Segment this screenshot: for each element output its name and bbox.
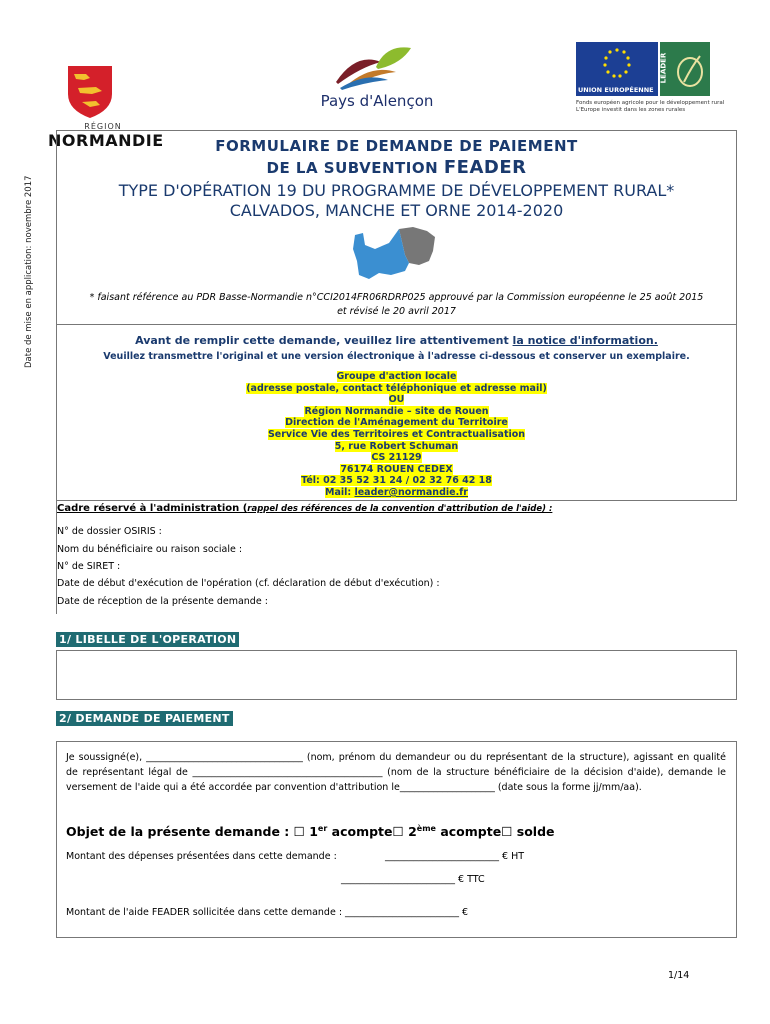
opt1-sup: er xyxy=(317,824,328,833)
admin-field: Date de réception de la présente demande : xyxy=(57,596,268,607)
admin-field: Nom du bénéficiaire ou raison sociale : xyxy=(57,544,243,555)
address-line: OU xyxy=(388,394,405,406)
admin-field: Date de début d'exécution de l'opération (cf. déclaration de début d'exécution) : xyxy=(57,578,440,589)
declaration-paragraph: Je soussigné(e), _________________________________ (nom, prénom du demandeur ou du représentant de la structure), agissant en qualité de représentant légal de ________________________________________ (nom de la structure bénéficiaire de la décision d'aide), demande le versement de l'aide qui a été accordée par convention d'attribution le____________________ (date sous la forme jj/mm/aa). xyxy=(66,752,726,793)
eu-label: UNION EUROPÉENNE xyxy=(578,86,654,94)
leader-label: LEADER xyxy=(659,52,668,84)
eu-leader-logo xyxy=(576,42,726,122)
address-line: (adresse postale, contact téléphonique et adresse mail) xyxy=(246,382,547,394)
address-line: Groupe d'action locale xyxy=(336,371,457,382)
address-line: 76174 ROUEN CEDEX xyxy=(340,463,453,475)
address-block xyxy=(57,371,736,499)
admin-heading-italic: rappel des références de la convention d'attribution de l'aide) : xyxy=(247,504,553,514)
page-number: 1/14 xyxy=(668,970,690,981)
admin-field: N° de dossier OSIRIS : xyxy=(57,526,162,537)
objet-line xyxy=(66,824,555,839)
opt2-sup: ème xyxy=(416,824,436,833)
pays-alencon-logo xyxy=(312,42,442,117)
notice-line1 xyxy=(57,334,736,347)
pays-alencon-label: Pays d'Alençon xyxy=(320,92,434,110)
leaves-icon xyxy=(326,42,426,92)
admin-frame xyxy=(56,501,737,614)
header-frame xyxy=(56,130,737,324)
eu-caption-1: Fonds européen agricole pour le développement rural xyxy=(576,100,725,106)
section1-title: 1/ LIBELLE DE L'OPERATION xyxy=(56,632,239,647)
montant-label: Montant des dépenses présentées dans cette demande : xyxy=(66,851,337,862)
leader-logo-icon xyxy=(660,42,710,96)
mail-label: Mail: xyxy=(325,486,355,498)
address-line: Région Normandie – site de Rouen xyxy=(304,405,489,417)
checkbox-acompte1[interactable]: ☐ xyxy=(293,824,305,840)
address-line: CS 21129 xyxy=(371,452,422,464)
libelle-input-box[interactable] xyxy=(56,650,737,700)
notice-line1-text: Avant de remplir cette demande, veuillez lire attentivement xyxy=(135,334,513,347)
title-line2-a: DE LA SUBVENTION xyxy=(266,159,444,177)
opt1-rest: acompte xyxy=(327,824,393,840)
mail-link[interactable]: leader@normandie.fr xyxy=(354,486,468,498)
normandie-shield-icon xyxy=(60,60,120,120)
address-line: 5, rue Robert Schuman xyxy=(334,440,459,452)
sidebar-date-text: Date de mise en application: novembre 2017 xyxy=(24,175,34,368)
eu-caption-2: L'Europe investit dans les zones rurales xyxy=(576,107,686,113)
region-big-label: NORMANDIE xyxy=(48,131,164,150)
admin-heading xyxy=(57,503,552,514)
notice-line2: Veuillez transmettre l'original et une version électronique à l'adresse ci-dessous et conserver un exemplaire. xyxy=(103,351,690,362)
title-line1: FORMULAIRE DE DEMANDE DE PAIEMENT xyxy=(215,137,578,155)
section2-title: 2/ DEMANDE DE PAIEMENT xyxy=(56,711,233,726)
montant-ttc-field[interactable]: ________________________ € TTC xyxy=(341,874,485,885)
objet-label: Objet de la présente demande : xyxy=(66,824,294,840)
footnote-line2: et révisé le 20 avril 2017 xyxy=(337,306,456,317)
footnote-line1: * faisant référence au PDR Basse-Normandie n°CCI2014FR06RDRP025 approuvé par la Commission européenne le 25 août 2015 xyxy=(89,292,704,303)
subtitle-line2: CALVADOS, MANCHE ET ORNE 2014-2020 xyxy=(229,201,564,220)
title-line2 xyxy=(57,157,736,178)
address-line: Service Vie des Territoires et Contractualisation xyxy=(267,428,526,440)
montant-ht-field[interactable]: ________________________ € HT xyxy=(385,851,525,862)
address-line: Direction de l'Aménagement du Territoire xyxy=(285,417,508,429)
title-feader: FEADER xyxy=(443,157,527,178)
notice-info-link[interactable]: la notice d'information. xyxy=(512,334,658,347)
subtitle-line1: TYPE D'OPÉRATION 19 DU PROGRAMME DE DÉVELOPPEMENT RURAL* xyxy=(118,181,675,200)
opt3-label: solde xyxy=(512,824,555,840)
eu-flag-icon xyxy=(576,42,658,96)
admin-heading-text: Cadre réservé à l'administration ( xyxy=(57,503,248,514)
notice-frame xyxy=(56,324,737,501)
opt1-num: 1 xyxy=(309,824,318,840)
opt2-rest: acompte xyxy=(435,824,502,840)
region-small-label: RÉGION xyxy=(84,122,122,131)
aide-feader-field[interactable]: Montant de l'aide FEADER sollicitée dans cette demande : ________________________ € xyxy=(66,907,469,918)
normandie-map-icon xyxy=(349,225,449,283)
demande-frame xyxy=(56,741,737,938)
address-line: Tél: 02 35 52 31 24 / 02 32 76 42 18 xyxy=(301,475,492,487)
checkbox-solde[interactable]: ☐ xyxy=(501,824,513,840)
checkbox-acompte2[interactable]: ☐ xyxy=(392,824,404,840)
opt2-num: 2 xyxy=(408,824,417,840)
admin-field: N° de SIRET : xyxy=(57,561,121,572)
